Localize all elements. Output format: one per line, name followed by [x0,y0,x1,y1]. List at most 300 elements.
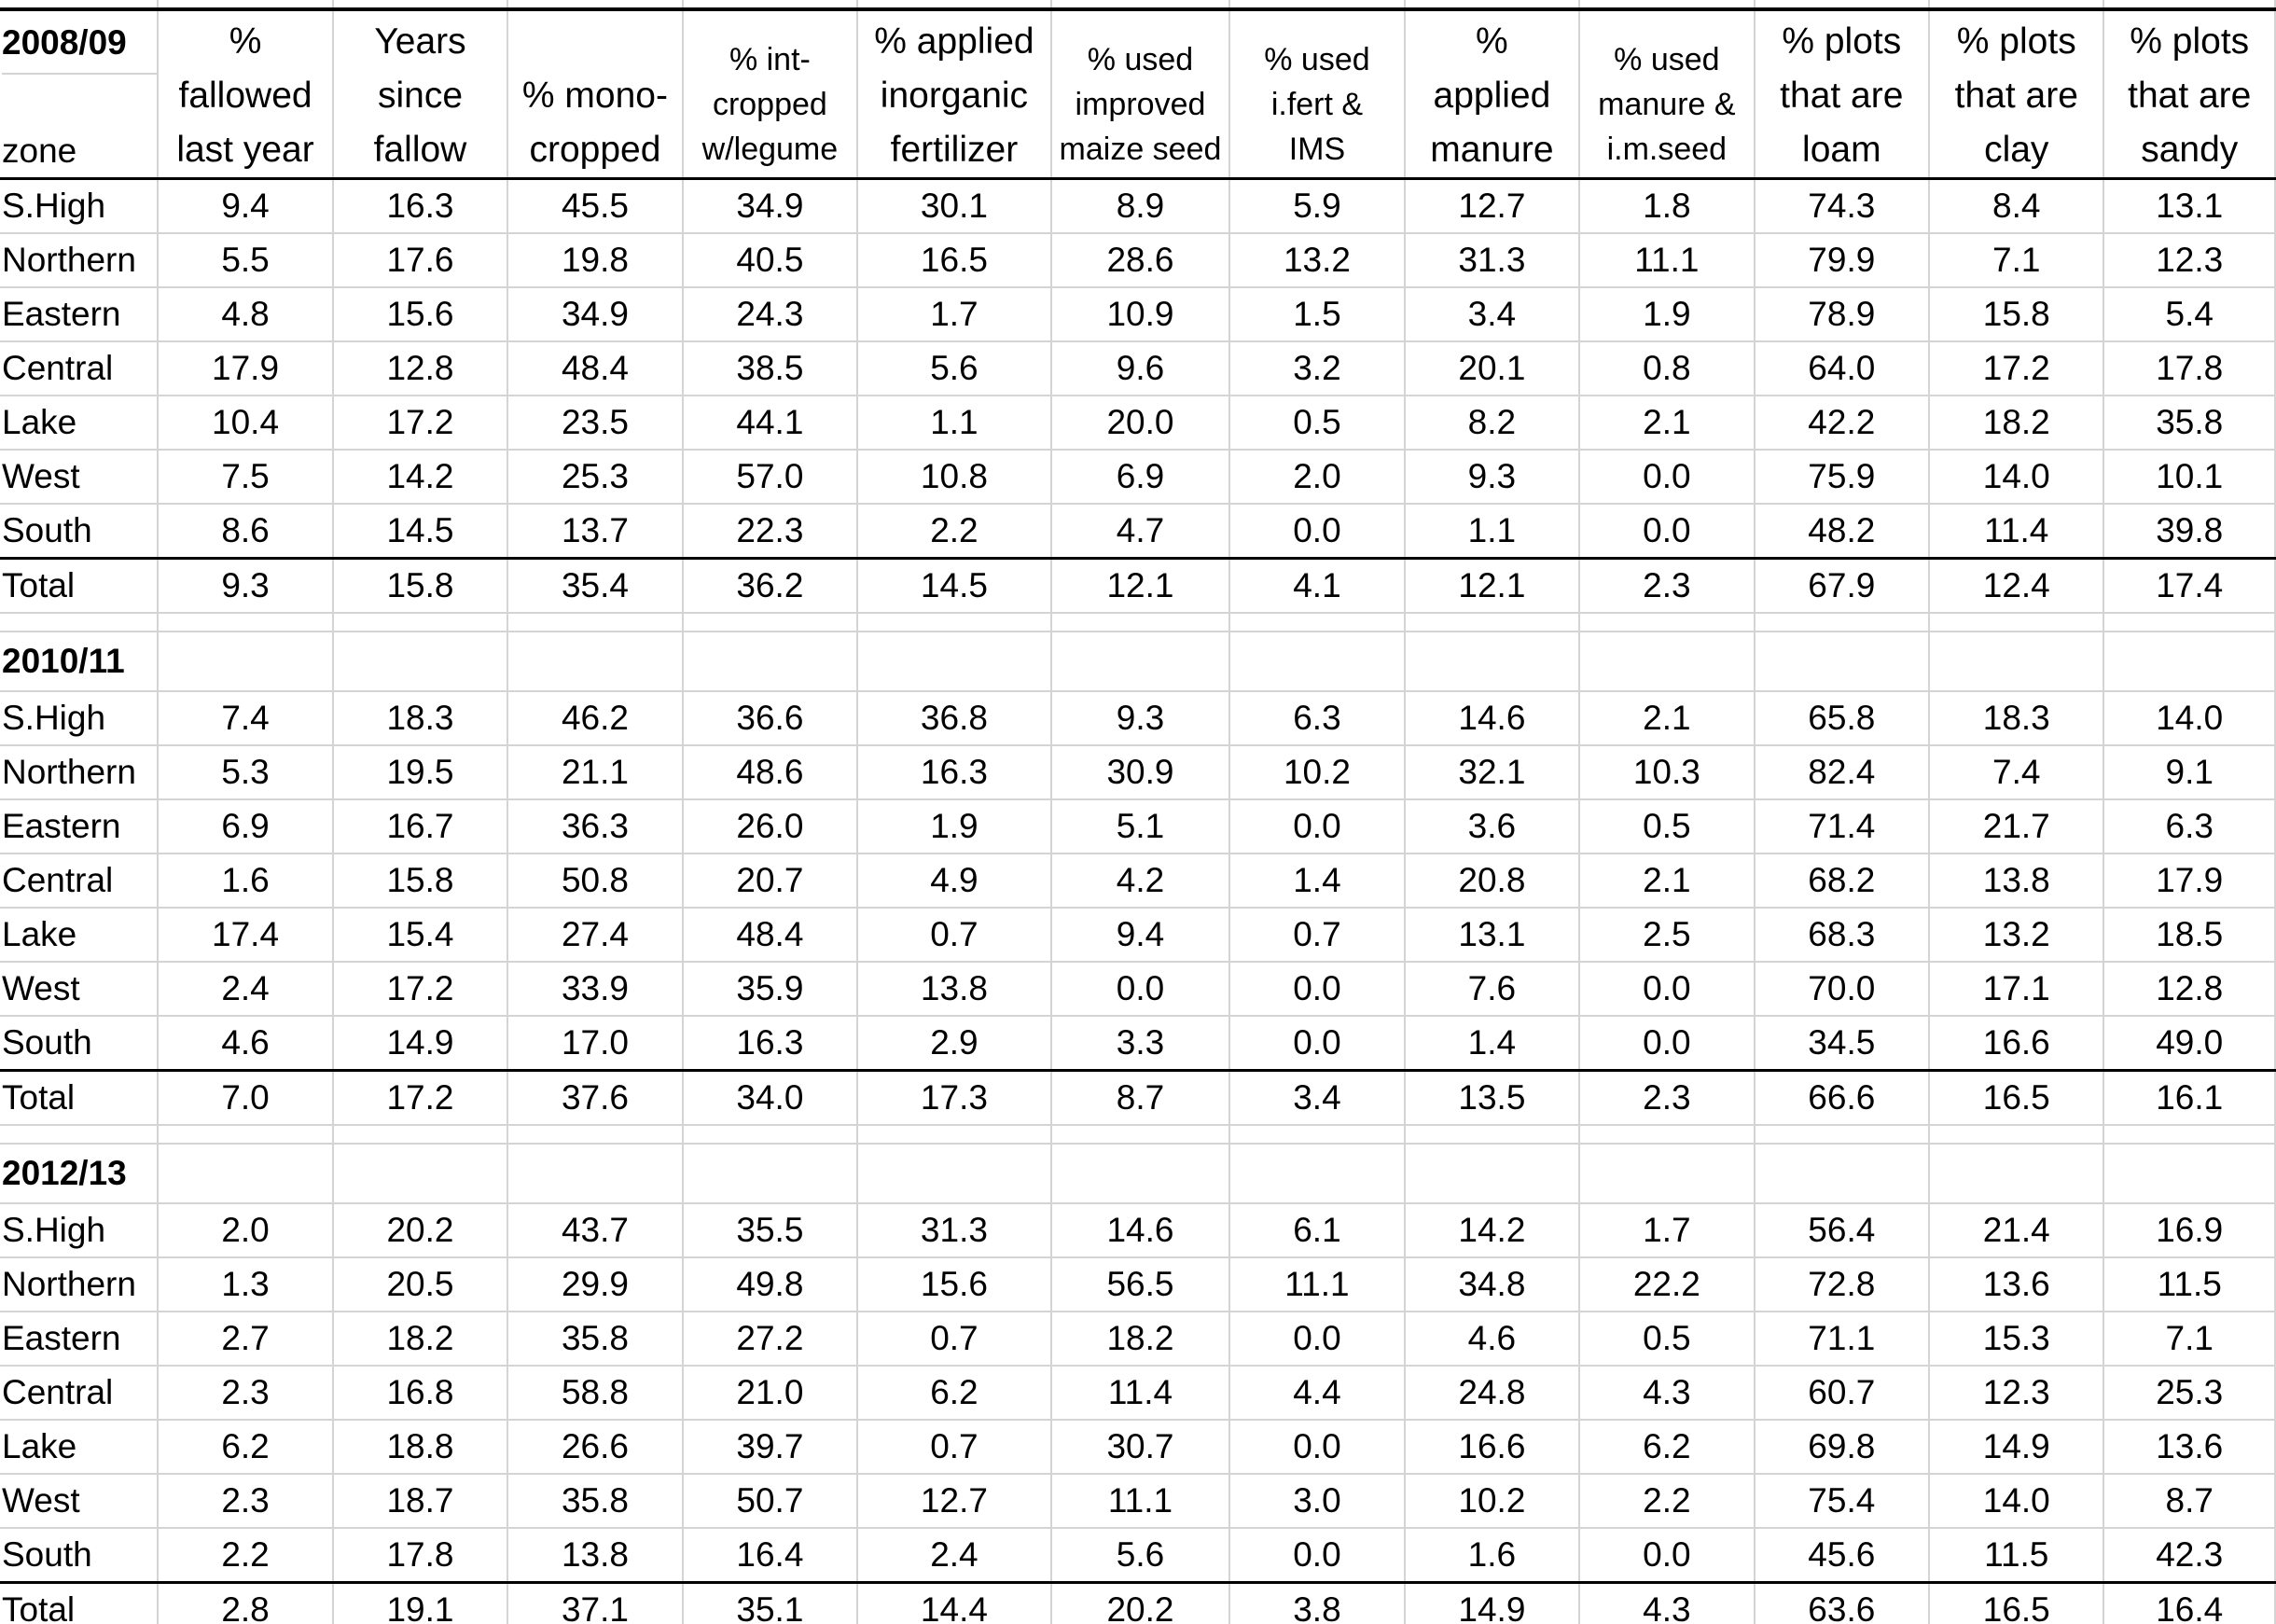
zone-header-cell[interactable] [0,9,158,179]
value-cell[interactable]: 0.7 [857,1420,1051,1474]
value-cell[interactable]: 4.2 [1051,854,1229,908]
value-cell[interactable]: 0.0 [1579,1528,1754,1583]
empty-cell[interactable] [683,1125,857,1144]
empty-cell[interactable] [857,613,1051,632]
value-cell[interactable]: 2.0 [158,1203,332,1257]
empty-cell[interactable] [1579,1144,1754,1203]
value-cell[interactable]: 0.0 [1579,962,1754,1016]
value-cell[interactable]: 14.9 [333,1016,507,1071]
value-cell[interactable]: 16.4 [683,1528,857,1583]
value-cell[interactable]: 6.1 [1229,1203,1404,1257]
empty-cell[interactable] [2103,632,2275,691]
value-cell[interactable]: 16.3 [857,745,1051,799]
value-cell[interactable]: 0.5 [1579,799,1754,854]
value-cell[interactable]: 82.4 [1755,745,1929,799]
value-cell[interactable]: 21.1 [507,745,682,799]
value-cell[interactable]: 0.5 [1579,1312,1754,1366]
value-cell[interactable]: 2.8 [158,1583,332,1624]
value-cell[interactable]: 17.1 [1929,962,2103,1016]
value-cell[interactable]: 1.1 [857,396,1051,450]
zone-cell[interactable]: West [0,450,158,504]
value-cell[interactable]: 16.5 [857,233,1051,287]
value-cell[interactable]: 17.6 [333,233,507,287]
value-cell[interactable]: 48.2 [1755,504,1929,559]
value-cell[interactable]: 69.8 [1755,1420,1929,1474]
zone-cell[interactable]: Total [0,1071,158,1126]
value-cell[interactable]: 16.6 [1929,1016,2103,1071]
value-cell[interactable]: 6.9 [158,799,332,854]
value-cell[interactable]: 4.6 [1405,1312,1579,1366]
value-cell[interactable]: 13.1 [2103,179,2275,234]
empty-cell[interactable] [1405,613,1579,632]
value-cell[interactable]: 34.9 [507,287,682,341]
value-cell[interactable]: 35.4 [507,559,682,614]
zone-cell[interactable]: Central [0,1366,158,1420]
zone-cell[interactable]: Lake [0,396,158,450]
value-cell[interactable]: 19.8 [507,233,682,287]
value-cell[interactable]: 1.1 [1405,504,1579,559]
value-cell[interactable]: 12.1 [1405,559,1579,614]
value-cell[interactable]: 2.0 [1229,450,1404,504]
value-cell[interactable]: 12.3 [2103,233,2275,287]
value-cell[interactable]: 7.5 [158,450,332,504]
value-cell[interactable]: 13.1 [1405,908,1579,962]
value-cell[interactable]: 34.9 [683,179,857,234]
empty-cell[interactable] [0,613,158,632]
value-cell[interactable]: 20.8 [1405,854,1579,908]
value-cell[interactable]: 20.2 [1051,1583,1229,1624]
value-cell[interactable]: 2.3 [1579,1071,1754,1126]
value-cell[interactable]: 37.1 [507,1583,682,1624]
empty-cell[interactable] [158,1125,332,1144]
value-cell[interactable]: 13.7 [507,504,682,559]
value-cell[interactable]: 3.3 [1051,1016,1229,1071]
value-cell[interactable]: 14.2 [1405,1203,1579,1257]
value-cell[interactable]: 10.2 [1405,1474,1579,1528]
value-cell[interactable]: 26.6 [507,1420,682,1474]
value-cell[interactable]: 65.8 [1755,691,1929,745]
value-cell[interactable]: 78.9 [1755,287,1929,341]
empty-cell[interactable] [158,632,332,691]
value-cell[interactable]: 2.1 [1579,854,1754,908]
value-cell[interactable]: 8.2 [1405,396,1579,450]
value-cell[interactable]: 5.9 [1229,179,1404,234]
value-cell[interactable]: 0.0 [1229,962,1404,1016]
value-cell[interactable]: 15.6 [333,287,507,341]
zone-cell[interactable]: Eastern [0,287,158,341]
empty-cell[interactable] [1579,632,1754,691]
value-cell[interactable]: 18.7 [333,1474,507,1528]
empty-cell[interactable] [507,1125,682,1144]
value-cell[interactable]: 4.3 [1579,1583,1754,1624]
value-cell[interactable]: 12.1 [1051,559,1229,614]
value-cell[interactable]: 2.7 [158,1312,332,1366]
empty-cell[interactable] [857,1125,1051,1144]
value-cell[interactable]: 6.2 [857,1366,1051,1420]
value-cell[interactable]: 24.8 [1405,1366,1579,1420]
value-cell[interactable]: 24.3 [683,287,857,341]
value-cell[interactable]: 15.8 [333,854,507,908]
value-cell[interactable]: 30.7 [1051,1420,1229,1474]
value-cell[interactable]: 71.4 [1755,799,1929,854]
value-cell[interactable]: 10.9 [1051,287,1229,341]
value-cell[interactable]: 16.7 [333,799,507,854]
value-cell[interactable]: 11.1 [1579,233,1754,287]
value-cell[interactable]: 10.8 [857,450,1051,504]
empty-cell[interactable] [158,1144,332,1203]
value-cell[interactable]: 1.3 [158,1257,332,1312]
value-cell[interactable]: 15.8 [1929,287,2103,341]
value-cell[interactable]: 4.4 [1229,1366,1404,1420]
value-cell[interactable]: 18.2 [333,1312,507,1366]
value-cell[interactable]: 35.9 [683,962,857,1016]
value-cell[interactable]: 42.3 [2103,1528,2275,1583]
value-cell[interactable]: 17.9 [2103,854,2275,908]
value-cell[interactable]: 7.6 [1405,962,1579,1016]
value-cell[interactable]: 34.0 [683,1071,857,1126]
empty-cell[interactable] [857,1144,1051,1203]
value-cell[interactable]: 35.8 [507,1474,682,1528]
value-cell[interactable]: 12.4 [1929,559,2103,614]
value-cell[interactable]: 14.6 [1051,1203,1229,1257]
value-cell[interactable]: 1.4 [1229,854,1404,908]
value-cell[interactable]: 9.3 [158,559,332,614]
value-cell[interactable]: 31.3 [857,1203,1051,1257]
value-cell[interactable]: 30.9 [1051,745,1229,799]
zone-cell[interactable]: S.High [0,1203,158,1257]
column-header[interactable] [1051,9,1229,179]
zone-cell[interactable]: S.High [0,691,158,745]
value-cell[interactable]: 6.2 [1579,1420,1754,1474]
zone-cell[interactable]: West [0,1474,158,1528]
value-cell[interactable]: 11.1 [1051,1474,1229,1528]
value-cell[interactable]: 27.2 [683,1312,857,1366]
value-cell[interactable]: 75.4 [1755,1474,1929,1528]
value-cell[interactable]: 43.7 [507,1203,682,1257]
value-cell[interactable]: 39.7 [683,1420,857,1474]
value-cell[interactable]: 13.8 [1929,854,2103,908]
column-header[interactable] [2103,9,2275,179]
empty-cell[interactable] [1929,1144,2103,1203]
value-cell[interactable]: 2.2 [857,504,1051,559]
value-cell[interactable]: 15.8 [333,559,507,614]
column-header[interactable] [1929,9,2103,179]
value-cell[interactable]: 57.0 [683,450,857,504]
value-cell[interactable]: 5.3 [158,745,332,799]
value-cell[interactable]: 0.0 [1229,1528,1404,1583]
value-cell[interactable]: 0.8 [1579,341,1754,396]
value-cell[interactable]: 58.8 [507,1366,682,1420]
empty-cell[interactable] [1929,613,2103,632]
value-cell[interactable]: 3.2 [1229,341,1404,396]
value-cell[interactable]: 11.4 [1929,504,2103,559]
value-cell[interactable]: 18.3 [1929,691,2103,745]
zone-cell[interactable]: Northern [0,745,158,799]
value-cell[interactable]: 21.4 [1929,1203,2103,1257]
value-cell[interactable]: 11.5 [2103,1257,2275,1312]
value-cell[interactable]: 0.0 [1579,1016,1754,1071]
empty-cell[interactable] [158,613,332,632]
zone-cell[interactable]: Eastern [0,799,158,854]
value-cell[interactable]: 13.8 [507,1528,682,1583]
value-cell[interactable]: 63.6 [1755,1583,1929,1624]
value-cell[interactable]: 35.5 [683,1203,857,1257]
column-header[interactable] [1579,9,1754,179]
empty-cell[interactable] [333,632,507,691]
value-cell[interactable]: 7.0 [158,1071,332,1126]
empty-cell[interactable] [2103,1144,2275,1203]
value-cell[interactable]: 48.4 [683,908,857,962]
value-cell[interactable]: 14.4 [857,1583,1051,1624]
value-cell[interactable]: 4.7 [1051,504,1229,559]
value-cell[interactable]: 9.3 [1051,691,1229,745]
value-cell[interactable]: 2.3 [158,1366,332,1420]
value-cell[interactable]: 8.9 [1051,179,1229,234]
value-cell[interactable]: 21.7 [1929,799,2103,854]
section-year[interactable]: 2010/11 [0,632,158,691]
section-year[interactable]: 2012/13 [0,1144,158,1203]
value-cell[interactable]: 12.7 [857,1474,1051,1528]
value-cell[interactable]: 11.1 [1229,1257,1404,1312]
value-cell[interactable]: 64.0 [1755,341,1929,396]
value-cell[interactable]: 9.6 [1051,341,1229,396]
value-cell[interactable]: 7.1 [1929,233,2103,287]
value-cell[interactable]: 3.0 [1229,1474,1404,1528]
value-cell[interactable]: 22.3 [683,504,857,559]
value-cell[interactable]: 9.4 [158,179,332,234]
value-cell[interactable]: 20.7 [683,854,857,908]
value-cell[interactable]: 48.6 [683,745,857,799]
value-cell[interactable]: 35.8 [507,1312,682,1366]
value-cell[interactable]: 14.0 [1929,1474,2103,1528]
value-cell[interactable]: 12.8 [2103,962,2275,1016]
value-cell[interactable]: 0.0 [1229,1420,1404,1474]
value-cell[interactable]: 11.4 [1051,1366,1229,1420]
column-header[interactable] [857,9,1051,179]
value-cell[interactable]: 6.3 [2103,799,2275,854]
value-cell[interactable]: 40.5 [683,233,857,287]
value-cell[interactable]: 68.2 [1755,854,1929,908]
zone-cell[interactable]: Northern [0,1257,158,1312]
value-cell[interactable]: 42.2 [1755,396,1929,450]
value-cell[interactable]: 17.8 [2103,341,2275,396]
value-cell[interactable]: 60.7 [1755,1366,1929,1420]
value-cell[interactable]: 1.9 [857,799,1051,854]
column-header[interactable] [158,9,332,179]
empty-cell[interactable] [333,1125,507,1144]
value-cell[interactable]: 30.1 [857,179,1051,234]
value-cell[interactable]: 18.5 [2103,908,2275,962]
value-cell[interactable]: 10.4 [158,396,332,450]
empty-cell[interactable] [1051,1125,1229,1144]
zone-cell[interactable]: Lake [0,1420,158,1474]
value-cell[interactable]: 0.7 [857,1312,1051,1366]
column-header[interactable] [1405,9,1579,179]
value-cell[interactable]: 0.0 [1579,504,1754,559]
value-cell[interactable]: 71.1 [1755,1312,1929,1366]
value-cell[interactable]: 4.6 [158,1016,332,1071]
value-cell[interactable]: 15.6 [857,1257,1051,1312]
value-cell[interactable]: 16.5 [1929,1071,2103,1126]
zone-cell[interactable]: Total [0,1583,158,1624]
value-cell[interactable]: 17.2 [333,1071,507,1126]
value-cell[interactable]: 3.6 [1405,799,1579,854]
value-cell[interactable]: 35.1 [683,1583,857,1624]
value-cell[interactable]: 36.8 [857,691,1051,745]
empty-cell[interactable] [1755,632,1929,691]
value-cell[interactable]: 17.8 [333,1528,507,1583]
value-cell[interactable]: 8.7 [2103,1474,2275,1528]
value-cell[interactable]: 13.6 [2103,1420,2275,1474]
empty-cell[interactable] [2103,1125,2275,1144]
zone-cell[interactable]: Central [0,854,158,908]
value-cell[interactable]: 16.4 [2103,1583,2275,1624]
value-cell[interactable]: 31.3 [1405,233,1579,287]
empty-cell[interactable] [1229,1125,1404,1144]
value-cell[interactable]: 8.4 [1929,179,2103,234]
value-cell[interactable]: 2.3 [1579,559,1754,614]
value-cell[interactable]: 7.1 [2103,1312,2275,1366]
value-cell[interactable]: 12.8 [333,341,507,396]
value-cell[interactable]: 2.4 [158,962,332,1016]
value-cell[interactable]: 14.9 [1929,1420,2103,1474]
value-cell[interactable]: 21.0 [683,1366,857,1420]
value-cell[interactable]: 0.0 [1051,962,1229,1016]
empty-cell[interactable] [507,613,682,632]
value-cell[interactable]: 48.4 [507,341,682,396]
value-cell[interactable]: 49.0 [2103,1016,2275,1071]
value-cell[interactable]: 0.7 [1229,908,1404,962]
value-cell[interactable]: 14.0 [1929,450,2103,504]
value-cell[interactable]: 1.7 [857,287,1051,341]
zone-cell[interactable]: Total [0,559,158,614]
value-cell[interactable]: 56.4 [1755,1203,1929,1257]
value-cell[interactable]: 1.6 [158,854,332,908]
value-cell[interactable]: 15.3 [1929,1312,2103,1366]
value-cell[interactable]: 2.4 [857,1528,1051,1583]
value-cell[interactable]: 5.4 [2103,287,2275,341]
empty-cell[interactable] [683,613,857,632]
empty-cell[interactable] [1755,1144,1929,1203]
value-cell[interactable]: 1.5 [1229,287,1404,341]
value-cell[interactable]: 12.3 [1929,1366,2103,1420]
value-cell[interactable]: 17.2 [1929,341,2103,396]
value-cell[interactable]: 38.5 [683,341,857,396]
value-cell[interactable]: 5.1 [1051,799,1229,854]
value-cell[interactable]: 50.7 [683,1474,857,1528]
value-cell[interactable]: 11.5 [1929,1528,2103,1583]
value-cell[interactable]: 5.6 [857,341,1051,396]
value-cell[interactable]: 7.4 [1929,745,2103,799]
zone-cell[interactable]: Eastern [0,1312,158,1366]
value-cell[interactable]: 16.6 [1405,1420,1579,1474]
value-cell[interactable]: 13.2 [1929,908,2103,962]
zone-cell[interactable]: West [0,962,158,1016]
value-cell[interactable]: 10.3 [1579,745,1754,799]
value-cell[interactable]: 13.6 [1929,1257,2103,1312]
empty-cell[interactable] [1579,613,1754,632]
value-cell[interactable]: 20.2 [333,1203,507,1257]
value-cell[interactable]: 34.8 [1405,1257,1579,1312]
value-cell[interactable]: 0.7 [857,908,1051,962]
value-cell[interactable]: 14.5 [857,559,1051,614]
value-cell[interactable]: 2.3 [158,1474,332,1528]
empty-cell[interactable] [857,632,1051,691]
value-cell[interactable]: 4.8 [158,287,332,341]
value-cell[interactable]: 1.6 [1405,1528,1579,1583]
empty-cell[interactable] [1229,632,1404,691]
value-cell[interactable]: 36.2 [683,559,857,614]
value-cell[interactable]: 50.8 [507,854,682,908]
value-cell[interactable]: 0.0 [1229,1312,1404,1366]
value-cell[interactable]: 33.9 [507,962,682,1016]
value-cell[interactable]: 18.2 [1929,396,2103,450]
value-cell[interactable]: 17.9 [158,341,332,396]
value-cell[interactable]: 13.2 [1229,233,1404,287]
value-cell[interactable]: 45.5 [507,179,682,234]
value-cell[interactable]: 34.5 [1755,1016,1929,1071]
value-cell[interactable]: 3.4 [1229,1071,1404,1126]
value-cell[interactable]: 20.5 [333,1257,507,1312]
value-cell[interactable]: 0.0 [1229,1016,1404,1071]
zone-cell[interactable]: Lake [0,908,158,962]
zone-cell[interactable]: Central [0,341,158,396]
empty-cell[interactable] [1051,1144,1229,1203]
value-cell[interactable]: 46.2 [507,691,682,745]
empty-cell[interactable] [1579,1125,1754,1144]
value-cell[interactable]: 1.8 [1579,179,1754,234]
value-cell[interactable]: 1.7 [1579,1203,1754,1257]
value-cell[interactable]: 17.4 [158,908,332,962]
value-cell[interactable]: 18.2 [1051,1312,1229,1366]
value-cell[interactable]: 29.9 [507,1257,682,1312]
value-cell[interactable]: 19.1 [333,1583,507,1624]
value-cell[interactable]: 14.0 [2103,691,2275,745]
value-cell[interactable]: 16.9 [2103,1203,2275,1257]
empty-cell[interactable] [683,632,857,691]
empty-cell[interactable] [1405,1144,1579,1203]
empty-cell[interactable] [507,1144,682,1203]
empty-cell[interactable] [1755,1125,1929,1144]
value-cell[interactable]: 14.9 [1405,1583,1579,1624]
value-cell[interactable]: 0.0 [1229,799,1404,854]
zone-cell[interactable]: South [0,504,158,559]
value-cell[interactable]: 16.8 [333,1366,507,1420]
zone-cell[interactable]: Northern [0,233,158,287]
empty-cell[interactable] [1405,632,1579,691]
value-cell[interactable]: 16.3 [683,1016,857,1071]
zone-cell[interactable]: S.High [0,179,158,234]
empty-cell[interactable] [333,1144,507,1203]
value-cell[interactable]: 14.2 [333,450,507,504]
column-header[interactable] [683,9,857,179]
value-cell[interactable]: 19.5 [333,745,507,799]
column-header[interactable] [333,9,507,179]
value-cell[interactable]: 35.8 [2103,396,2275,450]
value-cell[interactable]: 10.1 [2103,450,2275,504]
value-cell[interactable]: 16.1 [2103,1071,2275,1126]
value-cell[interactable]: 18.3 [333,691,507,745]
value-cell[interactable]: 9.1 [2103,745,2275,799]
value-cell[interactable]: 2.2 [158,1528,332,1583]
value-cell[interactable]: 72.8 [1755,1257,1929,1312]
value-cell[interactable]: 2.2 [1579,1474,1754,1528]
empty-cell[interactable] [1229,613,1404,632]
empty-cell[interactable] [1051,613,1229,632]
value-cell[interactable]: 15.4 [333,908,507,962]
value-cell[interactable]: 68.3 [1755,908,1929,962]
empty-cell[interactable] [1929,1125,2103,1144]
